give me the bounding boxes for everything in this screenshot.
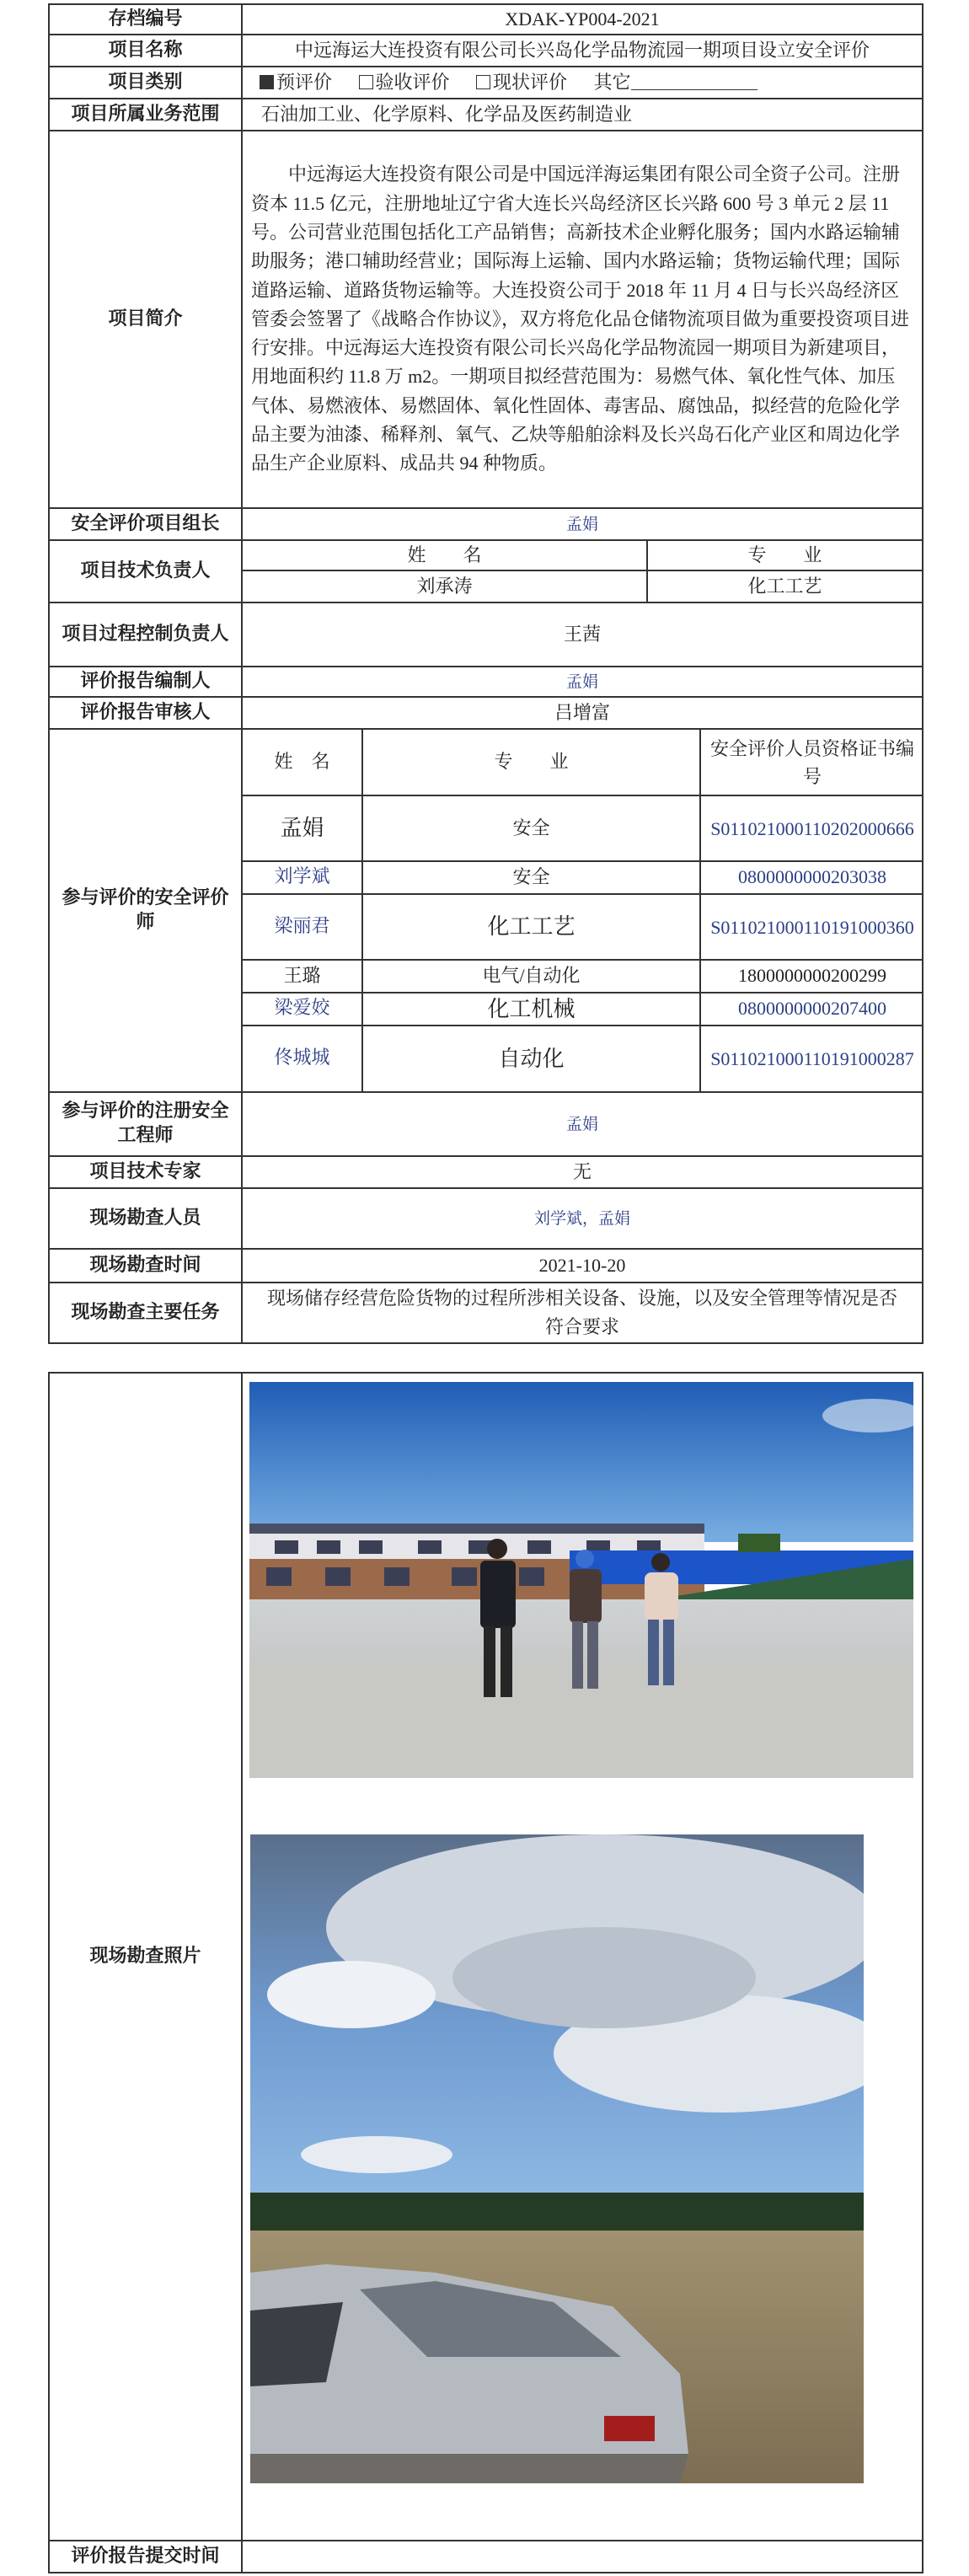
- submit-time-value: [242, 2541, 923, 2573]
- evaluators-table: [243, 730, 923, 1091]
- project-type-options: [242, 67, 923, 99]
- site-task-label: 现场勘查主要任务: [49, 1283, 242, 1343]
- site-staff-label: 现场勘查人员: [49, 1188, 242, 1249]
- scope-value: 石油加工业、化学原料、化学品及医药制造业: [242, 99, 923, 131]
- type-option-pre[interactable]: 预评价: [260, 72, 332, 93]
- scope-label: 项目所属业务范围: [49, 99, 242, 131]
- report-reviewer-value: 吕增富: [242, 697, 923, 729]
- site-photo-group-image: [249, 1382, 913, 1778]
- evaluator-name: 梁丽君: [243, 894, 362, 960]
- photos-label: 现场勘查照片: [49, 1373, 242, 2541]
- evaluator-major: 安全: [362, 795, 700, 861]
- submit-time-label: 评价报告提交时间: [49, 2541, 242, 2573]
- unchecked-box-icon: [359, 75, 373, 89]
- evaluator-cert: 0800000000203038: [700, 861, 923, 894]
- evaluator-cert: 0800000000207400: [700, 993, 923, 1026]
- report-reviewer-label: 评价报告审核人: [49, 697, 242, 729]
- type-option-other[interactable]: 其它: [594, 72, 758, 93]
- project-type-label: 项目类别: [49, 67, 242, 99]
- col-header-name: 姓 名: [243, 730, 362, 795]
- project-name-label: 项目名称: [49, 35, 242, 67]
- col-header-major: 专 业: [362, 730, 700, 795]
- site-time-value: 2021-10-20: [242, 1249, 923, 1283]
- evaluator-name: 刘学斌: [243, 861, 362, 894]
- type-option-accept[interactable]: 验收评价: [359, 72, 450, 93]
- evaluator-cert: S011021000110191000287: [700, 1026, 923, 1091]
- intro-label: 项目简介: [49, 131, 242, 508]
- project-name-value: 中远海运大连投资有限公司长兴岛化学品物流园一期项目设立安全评价: [242, 35, 923, 67]
- type-option-status[interactable]: 现状评价: [476, 72, 567, 93]
- report-author-signature: 孟娟: [242, 667, 923, 697]
- team-leader-signature: 孟娟: [242, 508, 923, 540]
- evaluator-name: 梁爱姣: [243, 993, 362, 1026]
- site-staff-signatures: 刘学斌，孟娟: [242, 1188, 923, 1249]
- site-photo-field-image: [250, 1834, 864, 2483]
- tech-expert-value: 无: [242, 1156, 923, 1188]
- archive-label: 存档编号: [49, 4, 242, 35]
- evaluators-cell: [242, 729, 923, 1092]
- info-table: [48, 3, 923, 1344]
- evaluator-cert: S011021000110191000360: [700, 894, 923, 960]
- site-photo-field: [250, 1834, 864, 2483]
- evaluator-cert: S011021000110202000666: [700, 795, 923, 861]
- team-leader-label: 安全评价项目组长: [49, 508, 242, 540]
- evaluator-major: 电气/自动化: [362, 960, 700, 993]
- reg-engineer-label: 参与评价的注册安全工程师: [49, 1092, 242, 1156]
- site-photo-group: [249, 1382, 913, 1778]
- intro-text: 中远海运大连投资有限公司是中国远洋海运集团有限公司全资子公司。注册资本 11.5 亿元，注册地址辽宁省大连长兴岛经济区长兴路 600 号 3 单元 2 层 11 号。公司营业范围包括化工产品销售；高新技术企业孵化服务；国内水路运输辅助服务；港口辅助经营业；国际海上运输、国内水路运输；货物运输代理；国际道路运输、道路货物运输等。大连投资公司于 2018 年 11 月 4 日与长兴岛经济区管委会签署了《战略合作协议》，双方将危化品仓储物流项目做为重要投资项目进行安排。中远海运大连投资有限公司长兴岛化学品物流园一期项目为新建项目，用地面积约 11.8 万 m2。一期项目拟经营范围为：易燃气体、氧化性气体、加压气体、易燃液体、易燃固体、氧化性固体、毒害品、腐蚀品，拟经营的危险化学品主要为油漆、稀释剂、氧气、乙炔等船舶涂料及长兴岛石化产业区和周边化学品生产企业原料、成品共 94 种物质。: [242, 131, 923, 508]
- tech-lead-major-header: 专 业: [647, 540, 923, 570]
- site-task-value: 现场储存经营危险货物的过程所涉相关设备、设施，以及安全管理等情况是否符合要求: [242, 1283, 923, 1343]
- tech-lead-name: 刘承涛: [242, 570, 647, 602]
- evaluators-label: 参与评价的安全评价师: [49, 729, 242, 1092]
- tech-lead-label: 项目技术负责人: [49, 540, 242, 602]
- tech-lead-name-header: 姓 名: [242, 540, 647, 570]
- col-header-cert: 安全评价人员资格证书编号: [700, 730, 923, 795]
- site-time-label: 现场勘查时间: [49, 1249, 242, 1283]
- evaluator-major: 化工机械: [362, 993, 700, 1026]
- tech-lead-major: 化工工艺: [647, 570, 923, 602]
- evaluator-major: 化工工艺: [362, 894, 700, 960]
- unchecked-box-icon: [476, 75, 490, 89]
- tech-expert-label: 项目技术专家: [49, 1156, 242, 1188]
- evaluator-name: 佟城城: [243, 1026, 362, 1091]
- evaluator-cert: 1800000000200299: [700, 960, 923, 993]
- process-control-label: 项目过程控制负责人: [49, 602, 242, 667]
- report-author-label: 评价报告编制人: [49, 667, 242, 697]
- checked-box-icon: [260, 75, 274, 89]
- evaluator-name: 王璐: [243, 960, 362, 993]
- evaluator-name: 孟娟: [243, 795, 362, 861]
- process-control-value: 王茜: [242, 602, 923, 667]
- reg-engineer-signature: 孟娟: [242, 1092, 923, 1156]
- archive-value: XDAK-YP004-2021: [242, 4, 923, 35]
- evaluator-major: 自动化: [362, 1026, 700, 1091]
- other-blank-line: [631, 74, 758, 90]
- evaluator-major: 安全: [362, 861, 700, 894]
